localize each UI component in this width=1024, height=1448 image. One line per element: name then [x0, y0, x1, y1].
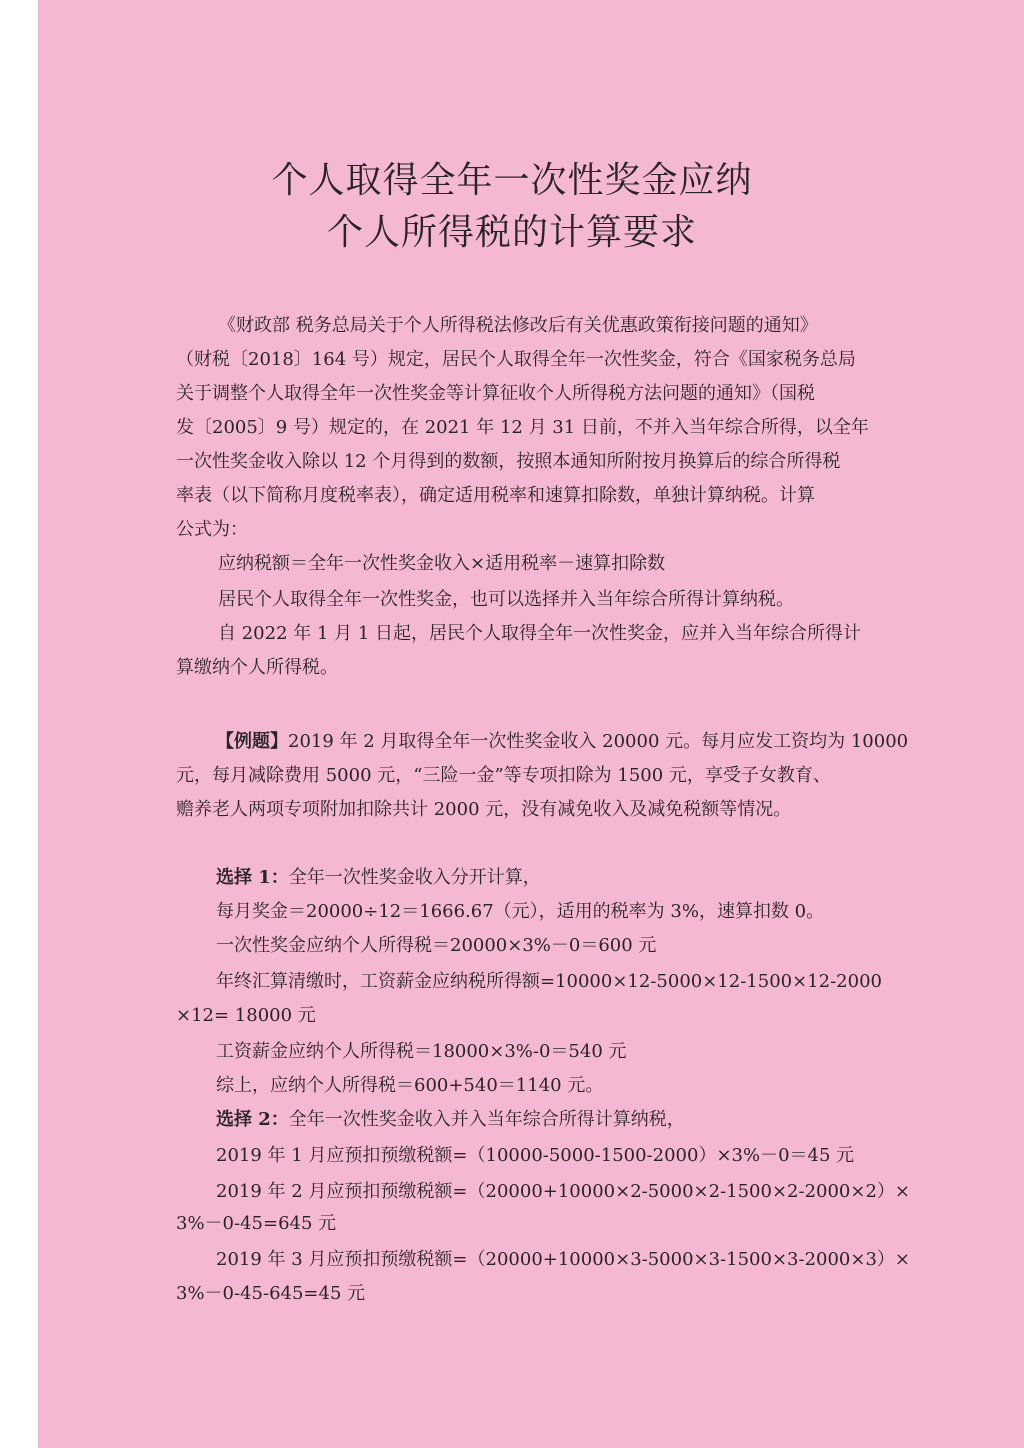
tax-formula: 应纳税额＝全年一次性奖金收入×适用税率－速算扣除数	[218, 553, 666, 574]
choice-1-heading-text: 全年一次性奖金收入分开计算，	[288, 867, 541, 888]
from-2022-line: 自 2022 年 1 月 1 日起，居民个人取得全年一次性奖金，应并入当年综合所得计	[218, 623, 862, 644]
intro-line: （财税〔2018〕164 号）规定，居民个人取得全年一次性奖金，符合《国家税务总局	[176, 349, 856, 370]
example-paragraph	[216, 730, 908, 754]
choice-2-line: 3%－0-45-645=45 元	[176, 1283, 366, 1304]
option-note: 居民个人取得全年一次性奖金，也可以选择并入当年综合所得计算纳税。	[218, 589, 794, 610]
choice-1-line: 工资薪金应纳个人所得税＝18000×3%-0＝540 元	[216, 1041, 627, 1062]
choice-2-line: 2019 年 1 月应预扣预缴税额=（10000-5000-1500-2000）×3%－0＝45 元	[216, 1145, 855, 1166]
intro-line: 一次性奖金收入除以 12 个月得到的数额，按照本通知所附按月换算后的综合所得税	[176, 451, 841, 472]
choice-2-line: 2019 年 2 月应预扣预缴税额=（20000+10000×2-5000×2-1500×2-2000×2）×	[216, 1181, 911, 1202]
example-label: 【例题】	[216, 731, 288, 752]
example-line: 2019 年 2 月取得全年一次性奖金收入 20000 元。每月应发工资均为 10000	[288, 731, 909, 752]
document-title-line-2: 个人所得税的计算要求	[326, 212, 697, 253]
choice-1-line: ×12= 18000 元	[176, 1005, 316, 1026]
choice-1-heading	[216, 866, 541, 890]
choice-1-line: 综上，应纳个人所得税＝600+540＝1140 元。	[216, 1075, 604, 1096]
intro-line: 《财政部 税务总局关于个人所得税法修改后有关优惠政策衔接问题的通知》	[218, 315, 818, 336]
choice-2-heading-text: 全年一次性奖金收入并入当年综合所得计算纳税，	[288, 1109, 685, 1130]
choice-2-label: 选择 2：	[216, 1109, 289, 1130]
intro-line: 关于调整个人取得全年一次性奖金等计算征收个人所得税方法问题的通知》（国税	[176, 383, 815, 404]
example-line: 赡养老人两项专项附加扣除共计 2000 元，没有减免收入及减免税额等情况。	[176, 799, 792, 820]
document-title-line-1: 个人取得全年一次性奖金应纳	[271, 160, 753, 201]
choice-1-line: 年终汇算清缴时，工资薪金应纳税所得额=10000×12-5000×12-1500×12-2000	[216, 971, 882, 992]
example-line: 元，每月减除费用 5000 元，“三险一金”等专项扣除为 1500 元，享受子女教育、	[176, 765, 831, 786]
intro-line: 公式为：	[176, 519, 248, 540]
choice-2-line: 2019 年 3 月应预扣预缴税额=（20000+10000×3-5000×3-1500×3-2000×3）×	[216, 1249, 911, 1270]
choice-2-heading	[216, 1108, 685, 1132]
choice-1-line: 一次性奖金应纳个人所得税＝20000×3%－0＝600 元	[216, 935, 657, 956]
choice-2-line: 3%－0-45=645 元	[176, 1213, 337, 1234]
intro-line: 率表（以下简称月度税率表），确定适用税率和速算扣除数，单独计算纳税。计算	[176, 485, 815, 506]
choice-1-label: 选择 1：	[216, 867, 289, 888]
intro-line: 发〔2005〕9 号）规定的，在 2021 年 12 月 31 日前，不并入当年综合所得，以全年	[176, 417, 869, 438]
from-2022-line: 算缴纳个人所得税。	[176, 657, 338, 678]
choice-1-line: 每月奖金＝20000÷12＝1666.67（元），适用的税率为 3%，速算扣数 0。	[216, 901, 825, 922]
